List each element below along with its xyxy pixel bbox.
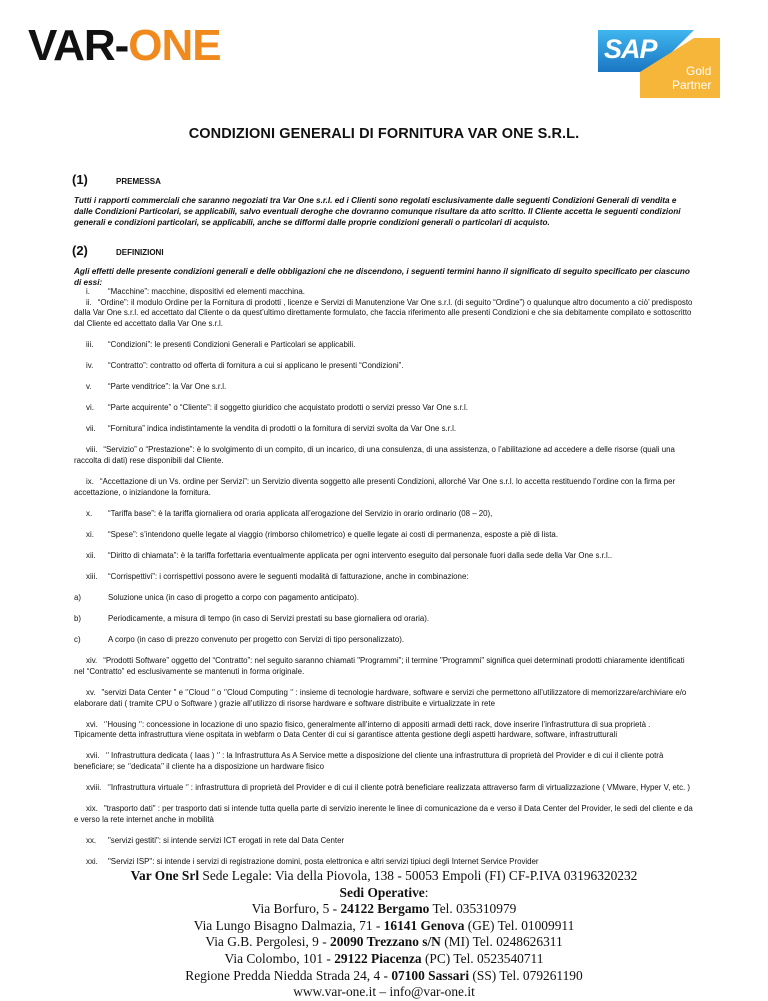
item-number: vii. bbox=[86, 424, 96, 434]
site-street: Via Lungo Bisagno Dalmazia, 71 - bbox=[193, 917, 384, 933]
item-number: xi. bbox=[86, 529, 94, 539]
item-number: iii. bbox=[86, 339, 94, 349]
footer-site bbox=[0, 951, 768, 968]
footer-company: Var One Srl bbox=[130, 868, 200, 883]
item-text: “Spese”: s’intendono quelle legate al viaggio (rimborso chilometrico) e quelle legate ai costi di permanenza, esposte a piè di lista. bbox=[108, 529, 559, 539]
item-number: i. bbox=[86, 287, 90, 296]
sap-brand: SAP bbox=[604, 34, 657, 64]
item-number: xiv. bbox=[86, 656, 98, 666]
definition-item bbox=[74, 783, 694, 794]
item-text: “Tariffa base”: è la tariffa giornaliera od oraria applicata all’erogazione del Servizio in orario ordinario (08 – 20), bbox=[108, 508, 493, 518]
site-street: Via G.B. Pergolesi, 9 - bbox=[205, 934, 331, 950]
definition-item bbox=[74, 572, 694, 583]
definition-item bbox=[74, 509, 694, 520]
footer-operative-heading bbox=[0, 885, 768, 902]
item-text: Periodicamente, a misura di tempo (in caso di Servizi prestati su base giornaliera od oraria). bbox=[108, 614, 430, 624]
item-number: xviii. bbox=[86, 783, 102, 793]
item-number: xv. bbox=[86, 688, 96, 698]
definition-item bbox=[74, 445, 694, 466]
footer-site bbox=[0, 968, 768, 985]
definition-item bbox=[74, 614, 694, 625]
site-phone: (SS) Tel. 079261190 bbox=[469, 967, 583, 983]
footer-site bbox=[0, 934, 768, 951]
item-text: “Diritto di chiamata”: è la tariffa forfettaria eventualmente applicata per ogni intervento eseguito dal personale fuori dalla sede della Var One s.r.l.. bbox=[108, 550, 613, 560]
site-city: 20090 Trezzano s/N bbox=[330, 934, 441, 950]
item-number: xvii. bbox=[86, 751, 100, 761]
definition-item bbox=[74, 298, 694, 330]
item-number: xx. bbox=[86, 835, 97, 845]
definition-item bbox=[74, 287, 694, 298]
footer bbox=[0, 868, 768, 1001]
definition-item bbox=[74, 720, 694, 741]
item-text: “Parte venditrice”: la Var One s.r.l. bbox=[108, 382, 227, 392]
definition-item bbox=[74, 656, 694, 677]
section-heading-premessa: PREMESSA bbox=[116, 177, 161, 186]
badge-line-gold: Gold bbox=[686, 64, 712, 78]
item-text: “Accettazione di un Vs. ordine per Servizi”: un Servizio diventa soggetto alle presenti Condizioni, allorché Var One s.r.l. lo accetta restituendo l’ordine con la firma per accettazione, o iniziandone la fornitura. bbox=[74, 477, 676, 497]
footer-legal-label: Sede Legale bbox=[199, 868, 269, 883]
site-phone: (GE) Tel. 01009911 bbox=[464, 917, 575, 933]
definition-item bbox=[74, 857, 694, 868]
site-city: 29122 Piacenza bbox=[334, 950, 422, 966]
site-city: 16141 Genova bbox=[383, 917, 465, 933]
site-city: 24122 Bergamo bbox=[340, 901, 430, 917]
sap-gold-partner-badge bbox=[598, 28, 720, 98]
item-text: “Contratto”: contratto od offerta di fornitura a cui si applicano le presenti “Condizioni”. bbox=[108, 360, 404, 370]
item-number: ix. bbox=[86, 477, 94, 487]
item-letter: c) bbox=[74, 635, 81, 645]
item-text: ‘’Infrastruttura virtuale ‘’ : infrastruttura di proprietà del Provider e di cui il cliente potrà beneficiare realizzata attraverso farm di virtualizzazione ( VMware, Hyper V, etc. ) bbox=[107, 783, 691, 793]
footer-legal-address: : Via della Piovola, 138 - 50053 Empoli (FI) CF-P.IVA 03196320232 bbox=[268, 868, 638, 883]
item-text: "servizi gestiti": si intende servizi ICT erogati in rete dal Data Center bbox=[108, 835, 345, 845]
item-number: xvi. bbox=[86, 719, 98, 729]
logo-part-var: VAR- bbox=[28, 21, 129, 70]
item-letter: a) bbox=[74, 593, 82, 603]
item-text: "Servizi ISP": si intende i servizi di registrazione domini, posta elettronica e altri servizi tipiuci degli Internet Service Provider bbox=[108, 857, 539, 866]
definition-item bbox=[74, 424, 694, 435]
footer-site bbox=[0, 918, 768, 935]
item-text: "trasporto dati" : per trasporto dati si intende tutta quella parte di servizio inerente le linee di comunicazione da e verso il Data Center del Provider, le sedi del cliente e da e verso la rete internet anche in mobilità bbox=[74, 804, 693, 824]
definition-item bbox=[74, 551, 694, 562]
item-text: “Ordine”: il modulo Ordine per la Fornitura di prodotti , licenze e Servizi di Manutenzione Var One s.r.l. (di seguito “Ordine”) o qualunque altro documento a ciò’ predisposto dalla Var One s.r.l. ed accettato dal Cliente o da quest’ultimo direttamente formulato, che faccia riferimento alle presenti Condizioni e che sia debitamente compilato e sottoscritto dal Cliente ed accettato dalla Var One s.r.l. bbox=[74, 297, 693, 328]
footer-legal-line bbox=[0, 868, 768, 885]
item-text: A corpo (in caso di prezzo convenuto per progetto con Servizi di tipo personalizzato). bbox=[108, 635, 405, 645]
definition-item bbox=[74, 477, 694, 498]
definition-item bbox=[74, 382, 694, 393]
item-text: “Parte acquirente” o “Cliente”: il soggetto giuridico che acquistato prodotti o servizi presso Var One s.r.l. bbox=[108, 403, 468, 413]
section-number-1: (1) bbox=[72, 172, 88, 187]
definition-item bbox=[74, 635, 694, 646]
site-street: Via Colombo, 101 - bbox=[224, 950, 335, 966]
item-text: “Macchine”: macchine, dispositivi ed elementi macchina. bbox=[108, 287, 305, 296]
site-phone: (MI) Tel. 0248626311 bbox=[440, 934, 563, 950]
section-heading-definizioni: DEFINIZIONI bbox=[116, 248, 164, 257]
definition-item bbox=[74, 530, 694, 541]
definition-item bbox=[74, 593, 694, 604]
definition-item bbox=[74, 836, 694, 847]
item-letter: b) bbox=[74, 614, 82, 624]
item-text: Soluzione unica (in caso di progetto a corpo con pagamento anticipato). bbox=[108, 593, 359, 603]
item-text: ‘’ Infrastruttura dedicata ( Iaas ) ‘’ : la Infrastruttura As A Service mette a disposizione del cliente una infrastruttura di proprietà del Provider e di cui il cliente potrà beneficiare; se ‘’dedicata’’ il cliente ha a disposizione un hardware fisico bbox=[74, 751, 664, 772]
item-text: “Corrispettivi”: i corrispettivi possono avere le seguenti modalità di fatturazione, anche in combinazione: bbox=[108, 572, 469, 581]
site-phone: (PC) Tel. 0523540711 bbox=[421, 950, 544, 966]
section-number-2: (2) bbox=[72, 243, 88, 258]
definition-item bbox=[74, 688, 694, 709]
badge-line-partner: Partner bbox=[672, 78, 712, 92]
item-number: viii. bbox=[86, 445, 98, 455]
item-number: ii. bbox=[86, 297, 92, 307]
item-number: xiii. bbox=[86, 572, 98, 581]
footer-site bbox=[0, 901, 768, 918]
document-title: CONDIZIONI GENERALI DI FORNITURA VAR ONE S.R.L. bbox=[188, 126, 580, 142]
item-text: “Fornitura” indica indistintamente la vendita di prodotti o la fornitura di servizi svolta da Var One s.r.l. bbox=[108, 424, 457, 434]
item-text: “Servizio” o “Prestazione”: è lo svolgimento di un compito, di un incarico, di una consulenza, di una assistenza, o l’abilitazione ad accedere a delle risorse (quali una raccolta di dati) rese disponibili dal Cliente. bbox=[74, 445, 675, 465]
item-number: x. bbox=[86, 508, 93, 518]
item-number: iv. bbox=[86, 360, 94, 370]
item-number: vi. bbox=[86, 403, 94, 413]
site-street: Via Borfuro, 5 - bbox=[251, 901, 341, 917]
logo-part-one: ONE bbox=[128, 21, 221, 70]
var-one-logo bbox=[28, 22, 221, 70]
definizioni-intro: Agli effetti delle presente condizioni generali e delle obbligazioni che ne discendono, i seguenti termini hanno il significato di seguito specificato per ciascuno di essi: bbox=[74, 267, 690, 287]
item-number: xii. bbox=[86, 550, 96, 560]
item-number: xix. bbox=[86, 804, 98, 814]
site-phone: Tel. 035310979 bbox=[429, 901, 517, 917]
site-city: 07100 Sassari bbox=[391, 967, 470, 983]
premessa-text: Tutti i rapporti commerciali che saranno negoziati tra Var One s.r.l. ed i Clienti sono regolati esclusivamente dalle seguenti Condizioni Generali di vendita e dalle Condizioni Particolari, se applicabili, salvo eventuali deroghe che dovranno comunque risultare da atto scritto. Il Cliente accetta le seguenti condizioni generali e condizioni particolari, se applicabili, anche se difformi dalle proprie condizioni generali o particolari di acquisto. bbox=[74, 196, 681, 227]
footer-operative-label: Sedi Operative bbox=[339, 884, 425, 900]
definition-item bbox=[74, 340, 694, 351]
definition-item bbox=[74, 751, 694, 772]
definition-item bbox=[74, 403, 694, 414]
item-text: "servizi Data Center " e ‘’Cloud ‘’ o ‘’Cloud Computing ‘’ : insieme di tecnologie hardware, software e servizi che permettono all’utilizzatore di memorizzare/archiviare e/o elaborare dati ( tramite CPU o Software ) grazie all’utilizzo di risorse hardware e software distribuite e virtualizzate in rete bbox=[74, 688, 687, 708]
item-text: “Prodotti Software” oggetto del “Contratto”: nel seguito saranno chiamati "Programmi"; il termine "Programmi" significa quei determinati prodotti chiaramente identificati nel “Contratto” ed esclusivamente se mantenuti in forma originale. bbox=[74, 656, 685, 676]
item-number: v. bbox=[86, 382, 92, 392]
item-text: “Condizioni”: le presenti Condizioni Generali e Particolari se applicabili. bbox=[108, 339, 356, 349]
item-text: ‘’Housing ‘’: concessione in locazione di uno spazio fisico, generalmente all’interno di appositi armadi detti rack, dove inserire l’infrastruttura di sua proprietà . Tipicamente detta infrastruttura viene ospitata in webfarm o Data Center di cui si garantisce attenta gestione degli aspetti hardware, software, infrastrutturali bbox=[74, 719, 651, 740]
footer-operative-colon: : bbox=[424, 884, 429, 900]
site-street: Regione Predda Niedda Strada 24, 4 - bbox=[185, 967, 392, 983]
definition-item bbox=[74, 804, 694, 825]
item-number: xxi. bbox=[86, 857, 98, 866]
footer-web[interactable]: www.var-one.it – info@var-one.it bbox=[293, 984, 475, 1000]
definition-item bbox=[74, 361, 694, 372]
